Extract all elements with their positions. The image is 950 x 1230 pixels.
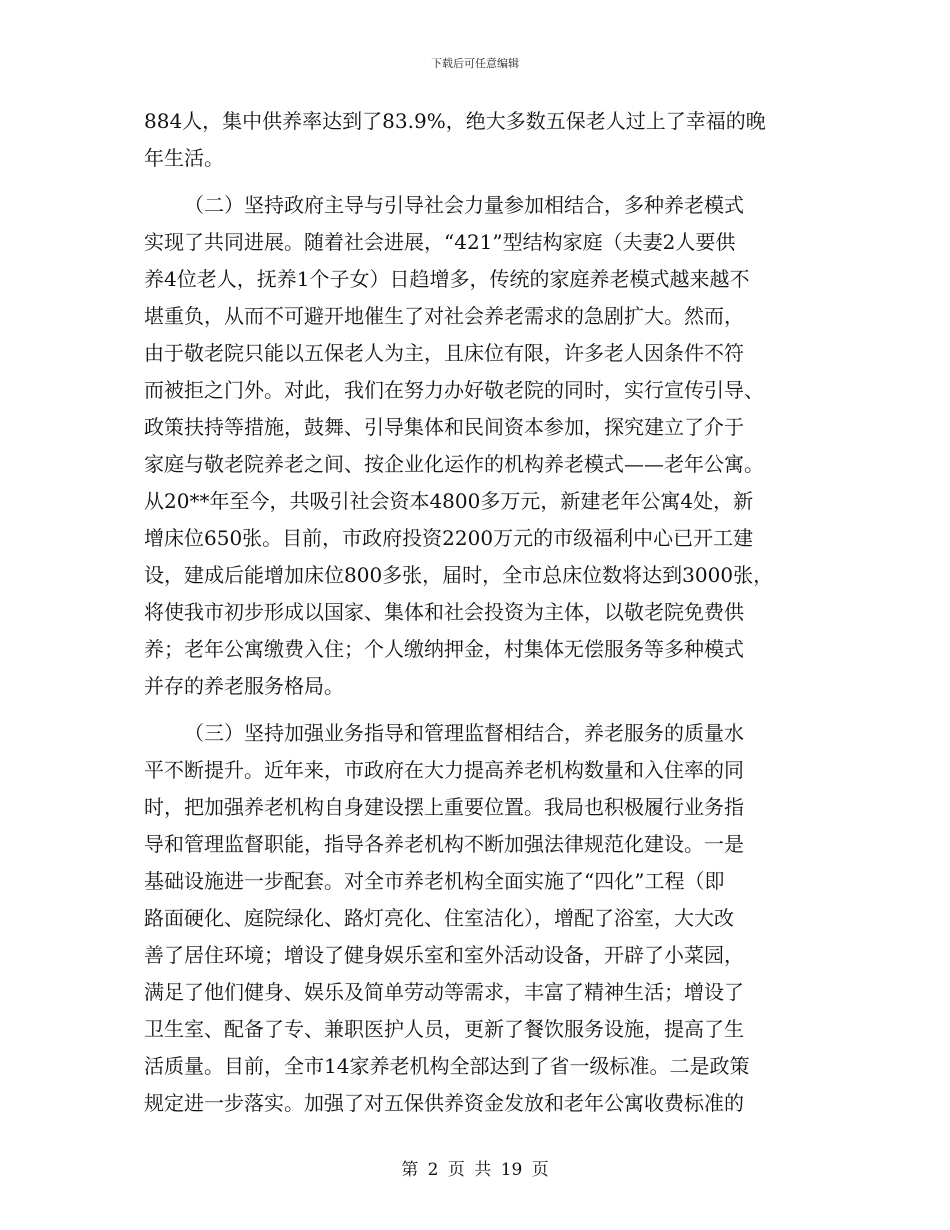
text-line: 导和管理监督职能，指导各养老机构不断加强法律规范化建设。一是: [144, 832, 744, 856]
text-line: 将使我市初步形成以国家、集体和社会投资为主体，以敬老院免费供: [144, 600, 744, 624]
text-line: 养；老年公寓缴费入住；个人缴纳押金，村集体无偿服务等多种模式: [144, 637, 744, 661]
text-line: 年生活。: [144, 146, 224, 170]
text-line: 由于敬老院只能以五保老人为主，且床位有限，许多老人因条件不符: [144, 341, 744, 365]
text-line: 并存的养老服务格局。: [144, 674, 344, 698]
page-footer: 第 2 页 共 19 页: [401, 1160, 549, 1180]
text-line: 时，把加强养老机构自身建设摆上重要位置。我局也积极履行业务指: [144, 795, 744, 819]
text-line: 规定进一步落实。加强了对五保供养资金发放和老年公寓收费标准的: [144, 1091, 744, 1115]
text-line: 增床位650张。目前，市政府投资2200万元的市级福利中心已开工建: [144, 526, 754, 550]
text-line: 满足了他们健身、娱乐及简单劳动等需求，丰富了精神生活；增设了: [144, 980, 744, 1004]
text-line: 善了居住环境；增设了健身娱乐室和室外活动设备，开辟了小菜园，: [144, 943, 744, 967]
text-line: 而被拒之门外。对此，我们在努力办好敬老院的同时，实行宣传引导、: [144, 378, 764, 402]
text-line: 884人，集中供养率达到了83.9%，绝大多数五保老人过上了幸福的晚: [144, 109, 766, 133]
text-line: 路面硬化、庭院绿化、路灯亮化、住室洁化），增配了浴室，大大改: [144, 906, 734, 930]
text-line: 基础设施进一步配套。对全市养老机构全面实施了“四化”工程（即: [144, 869, 725, 893]
text-line: 从20**年至今，共吸引社会资本4800多万元，新建老年公寓4处，新: [144, 489, 754, 513]
text-line: 平不断提升。近年来，市政府在大力提高养老机构数量和入住率的同: [144, 758, 744, 782]
text-line: 养4位老人，抚养1个子女）日趋增多，传统的家庭养老模式越来越不: [144, 267, 750, 291]
body-text: [144, 103, 814, 1122]
text-line: 卫生室、配备了专、兼职医护人员，更新了餐饮服务设施，提高了生: [144, 1017, 744, 1041]
text-line: 政策扶持等措施，鼓舞、引导集体和民间资本参加，探究建立了介于: [144, 415, 744, 439]
paragraph-start-line: （二）坚持政府主导与引导社会力量参加相结合，多种养老模式: [184, 193, 744, 217]
paragraph-start-line: （三）坚持加强业务指导和管理监督相结合，养老服务的质量水: [184, 721, 744, 745]
text-line: 实现了共同进展。随着社会进展，“421”型结构家庭（夫妻2人要供: [144, 230, 736, 254]
text-line: 家庭与敬老院养老之间、按企业化运作的机构养老模式——老年公寓。: [144, 452, 764, 476]
text-line: 设，建成后能增加床位800多张，届时，全市总床位数将达到3000张，: [144, 563, 774, 587]
page-header: 下载后可任意编辑: [431, 57, 519, 70]
text-line: 活质量。目前，全市14家养老机构全部达到了省一级标准。二是政策: [144, 1054, 750, 1078]
text-line: 堪重负，从而不可避开地催生了对社会养老需求的急剧扩大。然而，: [144, 304, 744, 328]
